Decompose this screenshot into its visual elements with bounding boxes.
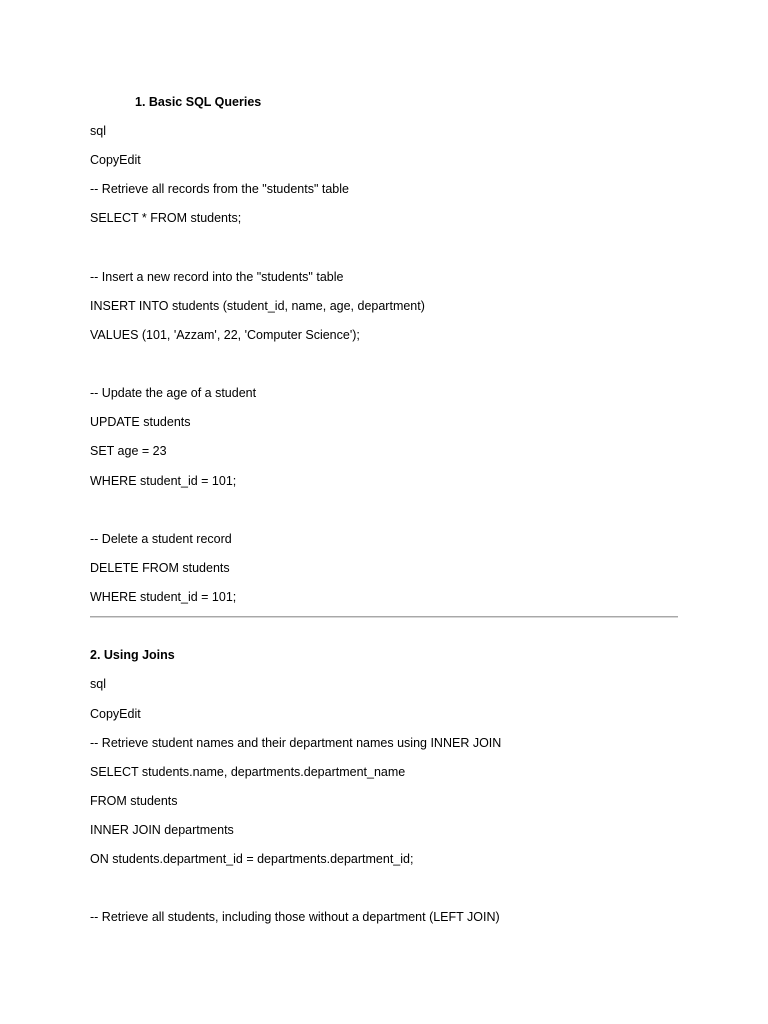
code-line: VALUES (101, 'Azzam', 22, 'Computer Science');: [90, 328, 360, 342]
code-line: UPDATE students: [90, 415, 191, 429]
section-heading-basic-sql: 1. Basic SQL Queries: [135, 95, 262, 109]
code-line: -- Retrieve all students, including those without a department (LEFT JOIN): [90, 910, 500, 924]
code-language-label: sql: [90, 677, 106, 691]
code-line: INNER JOIN departments: [90, 823, 234, 837]
copy-edit-label: CopyEdit: [90, 153, 141, 167]
code-line: -- Update the age of a student: [90, 386, 257, 400]
section-heading-using-joins: 2. Using Joins: [90, 648, 175, 662]
code-line: SELECT students.name, departments.department_name: [90, 765, 406, 779]
code-line: SELECT * FROM students;: [90, 211, 242, 225]
copy-edit-label: CopyEdit: [90, 707, 141, 721]
code-line: WHERE student_id = 101;: [90, 590, 237, 604]
code-line: FROM students: [90, 794, 178, 808]
code-language-label: sql: [90, 124, 106, 138]
code-line: -- Retrieve student names and their department names using INNER JOIN: [90, 736, 502, 750]
horizontal-rule: [90, 616, 678, 618]
code-line: SET age = 23: [90, 444, 167, 458]
code-line: WHERE student_id = 101;: [90, 474, 237, 488]
code-line: -- Retrieve all records from the "students" table: [90, 182, 349, 196]
code-line: -- Delete a student record: [90, 532, 232, 546]
code-line: INSERT INTO students (student_id, name, age, department): [90, 299, 425, 313]
code-line: DELETE FROM students: [90, 561, 230, 575]
code-line: -- Insert a new record into the "students" table: [90, 270, 344, 284]
code-line: ON students.department_id = departments.department_id;: [90, 852, 414, 866]
